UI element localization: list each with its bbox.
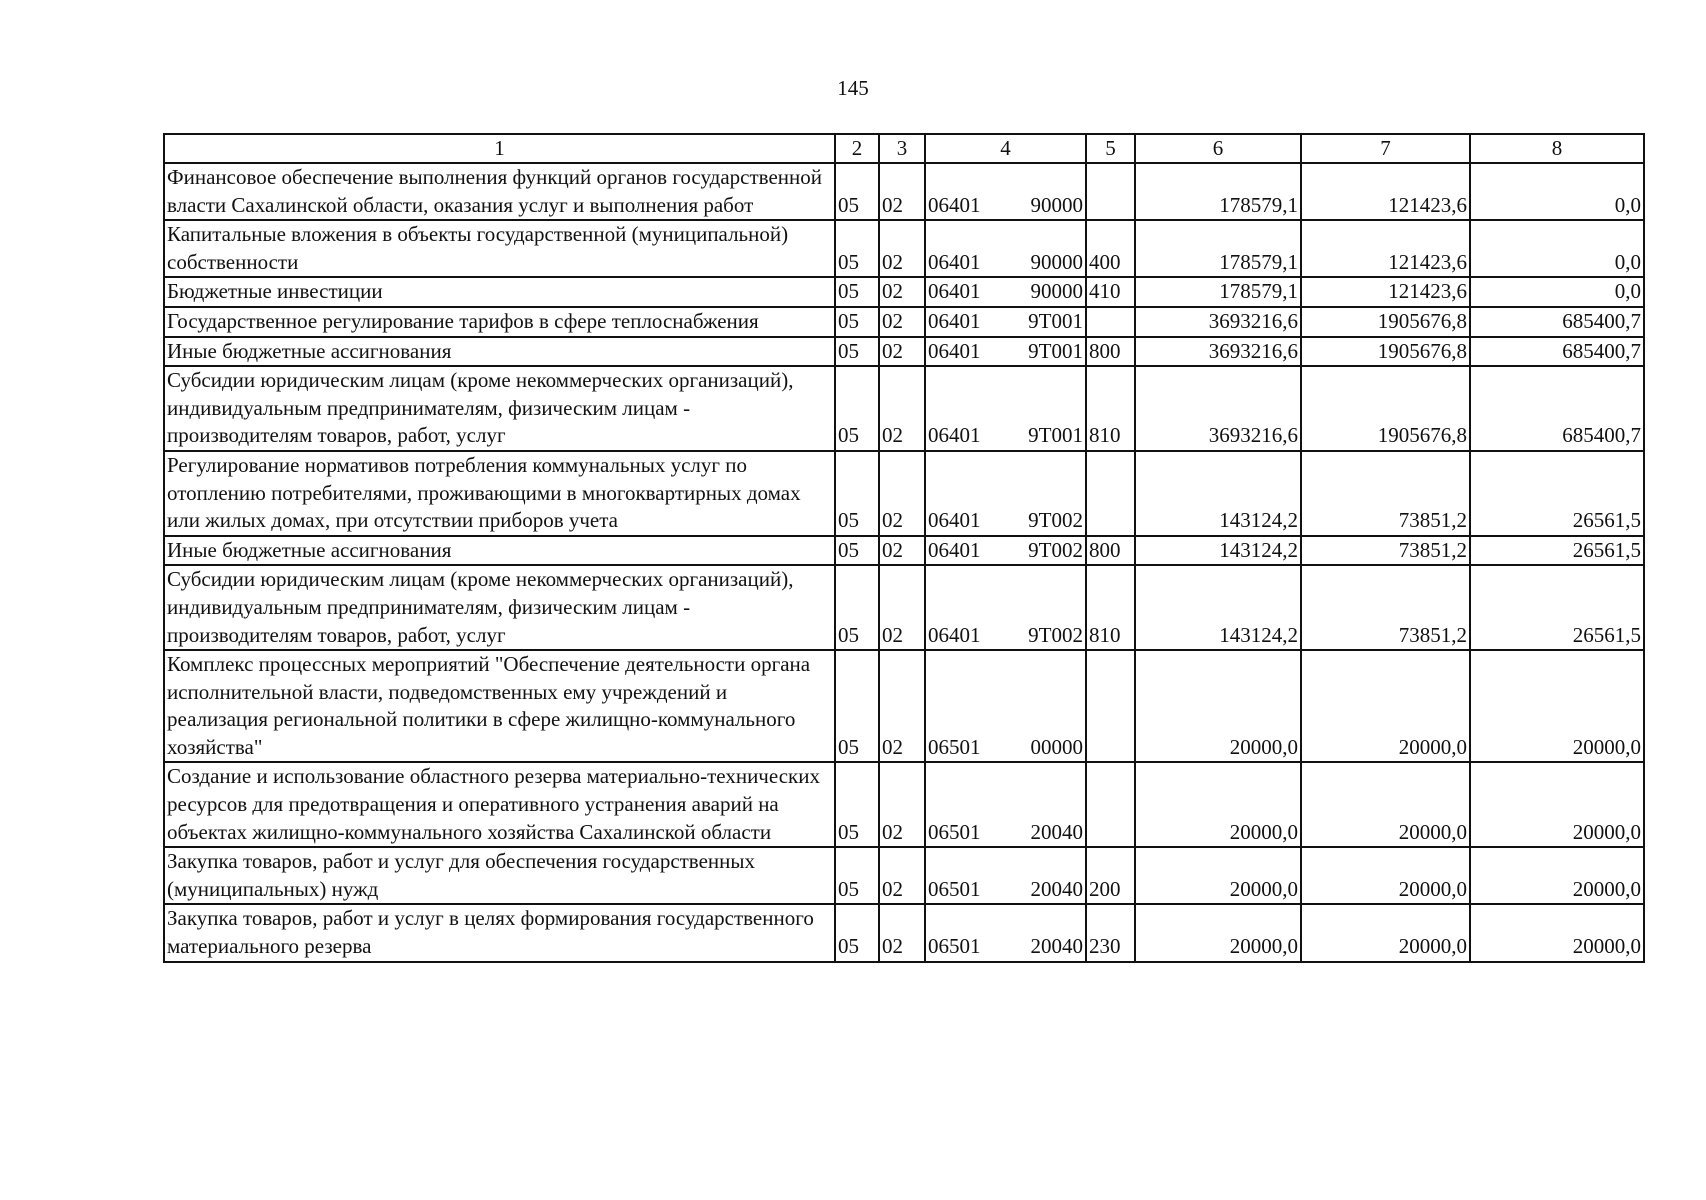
program-code: 06501 — [928, 934, 981, 959]
table-row — [164, 220, 1644, 277]
program-code: 06401 — [928, 308, 981, 333]
item-name: Комплекс процессных мероприятий "Обеспечение деятельности органа исполнительной власти, подведомственных ему учреждений и реализация региональной политики в сфере жилищно-коммунального хозяйства" — [164, 650, 835, 762]
amount-col-7: 73851,2 — [1301, 565, 1470, 650]
amount-col-6: 3693216,6 — [1135, 366, 1301, 451]
amount-col-8: 20000,0 — [1470, 904, 1644, 961]
header-col-1: 1 — [164, 134, 835, 163]
item-name: Иные бюджетные ассигнования — [164, 536, 835, 566]
target-article-code — [925, 277, 1086, 307]
expense-type-code: 200 — [1086, 847, 1135, 904]
expense-type-code: 800 — [1086, 337, 1135, 367]
section-code: 05 — [835, 904, 879, 961]
table-body — [164, 163, 1644, 962]
section-code: 05 — [835, 650, 879, 762]
direction-code: 90000 — [1030, 192, 1083, 217]
program-code: 06501 — [928, 876, 981, 901]
subsection-code: 02 — [879, 536, 925, 566]
amount-col-6: 3693216,6 — [1135, 337, 1301, 367]
header-col-5: 5 — [1086, 134, 1135, 163]
amount-col-7: 121423,6 — [1301, 220, 1470, 277]
item-name: Капитальные вложения в объекты государственной (муниципальной) собственности — [164, 220, 835, 277]
amount-col-8: 685400,7 — [1470, 366, 1644, 451]
expense-type-code: 810 — [1086, 565, 1135, 650]
subsection-code: 02 — [879, 307, 925, 337]
item-name: Бюджетные инвестиции — [164, 277, 835, 307]
amount-col-8: 0,0 — [1470, 220, 1644, 277]
section-code: 05 — [835, 536, 879, 566]
section-code: 05 — [835, 277, 879, 307]
amount-col-6: 20000,0 — [1135, 904, 1301, 961]
table-row — [164, 337, 1644, 367]
amount-col-7: 20000,0 — [1301, 847, 1470, 904]
amount-col-7: 1905676,8 — [1301, 337, 1470, 367]
expense-type-code — [1086, 762, 1135, 847]
subsection-code: 02 — [879, 163, 925, 220]
amount-col-8: 20000,0 — [1470, 650, 1644, 762]
target-article-code — [925, 337, 1086, 367]
header-col-6: 6 — [1135, 134, 1301, 163]
header-col-3: 3 — [879, 134, 925, 163]
section-code: 05 — [835, 307, 879, 337]
amount-col-7: 1905676,8 — [1301, 307, 1470, 337]
amount-col-8: 0,0 — [1470, 163, 1644, 220]
direction-code: 90000 — [1030, 279, 1083, 304]
amount-col-8: 20000,0 — [1470, 847, 1644, 904]
section-code: 05 — [835, 565, 879, 650]
program-code: 06401 — [928, 279, 981, 304]
target-article-code — [925, 366, 1086, 451]
target-article-code — [925, 904, 1086, 961]
target-article-code — [925, 650, 1086, 762]
item-name: Иные бюджетные ассигнования — [164, 337, 835, 367]
table-row — [164, 163, 1644, 220]
item-name: Субсидии юридическим лицам (кроме некоммерческих организаций), индивидуальным предпринимателям, физическим лицам - производителям товаров, работ, услуг — [164, 565, 835, 650]
amount-col-7: 20000,0 — [1301, 762, 1470, 847]
amount-col-6: 143124,2 — [1135, 536, 1301, 566]
target-article-code — [925, 847, 1086, 904]
item-name: Государственное регулирование тарифов в сфере теплоснабжения — [164, 307, 835, 337]
direction-code: 20040 — [1030, 934, 1083, 959]
item-name: Финансовое обеспечение выполнения функций органов государственной власти Сахалинской области, оказания услуг и выполнения работ — [164, 163, 835, 220]
section-code: 05 — [835, 847, 879, 904]
subsection-code: 02 — [879, 366, 925, 451]
amount-col-8: 26561,5 — [1470, 565, 1644, 650]
direction-code: 9Т002 — [1028, 622, 1083, 647]
direction-code: 9Т001 — [1028, 338, 1083, 363]
expense-type-code — [1086, 307, 1135, 337]
expense-type-code: 810 — [1086, 366, 1135, 451]
table-row — [164, 536, 1644, 566]
table-row — [164, 307, 1644, 337]
section-code: 05 — [835, 762, 879, 847]
direction-code: 9Т002 — [1028, 508, 1083, 533]
direction-code: 9Т002 — [1028, 537, 1083, 562]
amount-col-6: 178579,1 — [1135, 277, 1301, 307]
header-col-8: 8 — [1470, 134, 1644, 163]
expense-type-code: 800 — [1086, 536, 1135, 566]
amount-col-8: 685400,7 — [1470, 337, 1644, 367]
section-code: 05 — [835, 220, 879, 277]
amount-col-6: 20000,0 — [1135, 847, 1301, 904]
subsection-code: 02 — [879, 337, 925, 367]
amount-col-7: 73851,2 — [1301, 536, 1470, 566]
section-code: 05 — [835, 337, 879, 367]
direction-code: 00000 — [1030, 734, 1083, 759]
table-row — [164, 277, 1644, 307]
amount-col-7: 1905676,8 — [1301, 366, 1470, 451]
expense-type-code: 410 — [1086, 277, 1135, 307]
header-col-2: 2 — [835, 134, 879, 163]
program-code: 06401 — [928, 338, 981, 363]
amount-col-8: 26561,5 — [1470, 451, 1644, 536]
item-name: Создание и использование областного резерва материально-технических ресурсов для предотвращения и оперативного устранения аварий на объектах жилищно-коммунального хозяйства Сахалинской области — [164, 762, 835, 847]
table-row — [164, 904, 1644, 961]
subsection-code: 02 — [879, 220, 925, 277]
amount-col-8: 26561,5 — [1470, 536, 1644, 566]
section-code: 05 — [835, 163, 879, 220]
subsection-code: 02 — [879, 277, 925, 307]
header-col-7: 7 — [1301, 134, 1470, 163]
target-article-code — [925, 451, 1086, 536]
program-code: 06401 — [928, 249, 981, 274]
program-code: 06501 — [928, 734, 981, 759]
section-code: 05 — [835, 451, 879, 536]
item-name: Регулирование нормативов потребления коммунальных услуг по отоплению потребителями, проживающими в многоквартирных домах или жилых домах, при отсутствии приборов учета — [164, 451, 835, 536]
amount-col-7: 121423,6 — [1301, 277, 1470, 307]
section-code: 05 — [835, 366, 879, 451]
amount-col-6: 143124,2 — [1135, 565, 1301, 650]
amount-col-6: 3693216,6 — [1135, 307, 1301, 337]
expense-type-code: 230 — [1086, 904, 1135, 961]
item-name: Закупка товаров, работ и услуг для обеспечения государственных (муниципальных) нужд — [164, 847, 835, 904]
direction-code: 20040 — [1030, 819, 1083, 844]
subsection-code: 02 — [879, 762, 925, 847]
target-article-code — [925, 220, 1086, 277]
subsection-code: 02 — [879, 847, 925, 904]
table-row — [164, 565, 1644, 650]
direction-code: 20040 — [1030, 876, 1083, 901]
amount-col-6: 178579,1 — [1135, 220, 1301, 277]
direction-code: 9Т001 — [1028, 308, 1083, 333]
table-row — [164, 762, 1644, 847]
item-name: Субсидии юридическим лицам (кроме некоммерческих организаций), индивидуальным предпринимателям, физическим лицам - производителям товаров, работ, услуг — [164, 366, 835, 451]
program-code: 06401 — [928, 423, 981, 448]
amount-col-8: 0,0 — [1470, 277, 1644, 307]
target-article-code — [925, 163, 1086, 220]
direction-code: 90000 — [1030, 249, 1083, 274]
page-number: 145 — [837, 76, 869, 100]
program-code: 06401 — [928, 192, 981, 217]
budget-table — [163, 133, 1645, 963]
target-article-code — [925, 565, 1086, 650]
amount-col-7: 20000,0 — [1301, 650, 1470, 762]
target-article-code — [925, 762, 1086, 847]
table-row — [164, 451, 1644, 536]
amount-col-7: 73851,2 — [1301, 451, 1470, 536]
table-row — [164, 650, 1644, 762]
program-code: 06401 — [928, 622, 981, 647]
amount-col-6: 20000,0 — [1135, 762, 1301, 847]
direction-code: 9Т001 — [1028, 423, 1083, 448]
program-code: 06401 — [928, 537, 981, 562]
program-code: 06401 — [928, 508, 981, 533]
amount-col-8: 20000,0 — [1470, 762, 1644, 847]
target-article-code — [925, 307, 1086, 337]
subsection-code: 02 — [879, 904, 925, 961]
header-col-4: 4 — [925, 134, 1086, 163]
amount-col-6: 143124,2 — [1135, 451, 1301, 536]
expense-type-code — [1086, 163, 1135, 220]
program-code: 06501 — [928, 819, 981, 844]
expense-type-code — [1086, 451, 1135, 536]
subsection-code: 02 — [879, 451, 925, 536]
amount-col-7: 20000,0 — [1301, 904, 1470, 961]
amount-col-6: 20000,0 — [1135, 650, 1301, 762]
subsection-code: 02 — [879, 650, 925, 762]
target-article-code — [925, 536, 1086, 566]
table-header-row — [164, 134, 1644, 163]
subsection-code: 02 — [879, 565, 925, 650]
amount-col-6: 178579,1 — [1135, 163, 1301, 220]
table-row — [164, 366, 1644, 451]
amount-col-8: 685400,7 — [1470, 307, 1644, 337]
expense-type-code: 400 — [1086, 220, 1135, 277]
amount-col-7: 121423,6 — [1301, 163, 1470, 220]
table-row — [164, 847, 1644, 904]
item-name: Закупка товаров, работ и услуг в целях формирования государственного материального резерва — [164, 904, 835, 961]
expense-type-code — [1086, 650, 1135, 762]
